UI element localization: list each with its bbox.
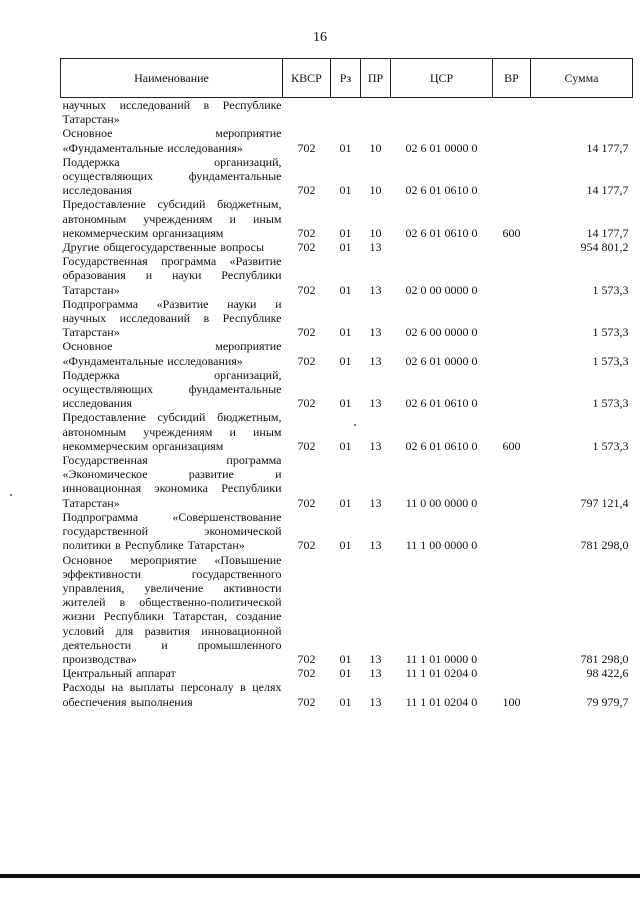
cell-vr: 600 [502, 225, 521, 240]
table-row [61, 98, 633, 127]
cell-csr: 02 6 01 0000 0 [405, 353, 478, 368]
cell-rz [331, 98, 361, 127]
cell-csr: 11 1 01 0204 0 [405, 666, 478, 681]
cell-rz: 01 [339, 694, 352, 709]
cell-name: Предоставление субсидий бюджетным, автономным учреждениям и иным некоммерческим организациям [62, 410, 282, 453]
cell-csr: 11 1 01 0000 0 [405, 651, 478, 666]
cell-pr: 13 [369, 694, 382, 709]
cell-vr [493, 453, 531, 510]
cell-vr [493, 240, 531, 254]
cell-rz: 01 [339, 325, 352, 340]
header-name: Наименование [61, 59, 283, 98]
cell-name: Подпрограмма «Развитие науки и научных исследований в Республике Татарстан» [62, 296, 282, 340]
cell-rz: 01 [339, 183, 352, 198]
cell-rz: 01 [339, 140, 352, 155]
margin-mark [10, 494, 12, 496]
header-pr: ПР [361, 59, 391, 98]
cell-pr: 10 [369, 140, 382, 155]
cell-name: Основное мероприятие «Фундаментальные исследования» [62, 339, 282, 368]
cell-sum: 1 573,3 [592, 325, 629, 340]
table-row [61, 553, 633, 667]
cell-pr: 13 [369, 495, 382, 510]
cell-csr: 02 6 00 0000 0 [405, 325, 478, 340]
cell-name: Предоставление субсидий бюджетным, автономным учреждениям и иным некоммерческим организациям [62, 197, 282, 240]
table-row [61, 666, 633, 680]
cell-sum: 781 298,0 [580, 538, 629, 553]
table-row [61, 339, 633, 367]
cell-vr [493, 297, 531, 340]
cell-name: Государственная программа «Экономическое развитие и инновационная экономика Республики Татарстан» [62, 453, 282, 510]
cell-kvsr: 702 [297, 282, 316, 297]
cell-csr: 11 1 01 0204 0 [405, 694, 478, 709]
cell-rz: 01 [339, 240, 352, 255]
cell-sum [531, 98, 633, 127]
cell-pr [361, 98, 391, 127]
cell-vr [493, 553, 531, 667]
cell-rz: 01 [339, 495, 352, 510]
cell-name: научных исследований в Республике Татарстан» [62, 98, 282, 127]
cell-csr [391, 240, 493, 254]
cell-sum: 1 573,3 [592, 282, 629, 297]
cell-rz: 01 [339, 282, 352, 297]
table-row [61, 680, 633, 708]
cell-kvsr: 702 [297, 651, 316, 666]
cell-sum: 14 177,7 [586, 140, 629, 155]
cell-sum: 797 121,4 [580, 495, 629, 510]
cell-csr: 11 1 00 0000 0 [405, 538, 478, 553]
header-sum: Сумма [531, 59, 633, 98]
cell-vr [493, 254, 531, 297]
header-rz: Рз [331, 59, 361, 98]
cell-name: Другие общегосударственные вопросы [62, 240, 265, 255]
cell-pr: 13 [369, 353, 382, 368]
cell-sum: 1 573,3 [592, 353, 629, 368]
cell-vr: 100 [502, 694, 521, 709]
cell-name: Подпрограмма «Совершенствование государственной экономической политики в Республике Татарстан» [62, 509, 282, 553]
cell-name: Государственная программа «Развитие образования и науки Республики Татарстан» [62, 254, 282, 297]
cell-rz: 01 [339, 353, 352, 368]
cell-rz: 01 [339, 538, 352, 553]
cell-sum: 1 573,3 [592, 438, 629, 453]
cell-csr: 02 6 01 0610 0 [405, 225, 478, 240]
cell-kvsr: 702 [297, 183, 316, 198]
cell-kvsr: 702 [297, 438, 316, 453]
cell-kvsr: 702 [297, 538, 316, 553]
cell-rz: 01 [339, 666, 352, 681]
table-row [61, 254, 633, 297]
table-row [61, 197, 633, 240]
cell-pr: 13 [369, 282, 382, 297]
table-row [61, 410, 633, 453]
cell-csr: 02 6 01 0610 0 [405, 183, 478, 198]
cell-vr [493, 126, 531, 154]
cell-pr: 13 [369, 240, 382, 255]
budget-table [60, 58, 633, 709]
cell-csr: 02 6 01 0000 0 [405, 140, 478, 155]
cell-kvsr: 702 [297, 694, 316, 709]
cell-kvsr: 702 [297, 225, 316, 240]
cell-pr: 13 [369, 666, 382, 681]
cell-kvsr: 702 [297, 495, 316, 510]
cell-csr: 02 0 00 0000 0 [405, 282, 478, 297]
cell-name: Поддержка организаций, осуществляющих фундаментальные исследования [62, 154, 282, 198]
cell-vr [493, 155, 531, 198]
table-row [61, 453, 633, 510]
cell-csr [391, 98, 493, 127]
cell-vr [493, 368, 531, 411]
cell-kvsr: 702 [297, 240, 316, 255]
table-header-row [61, 59, 633, 98]
cell-name: Поддержка организаций, осуществляющих фундаментальные исследования [62, 367, 282, 411]
cell-sum: 954 801,2 [580, 240, 629, 255]
cell-vr [493, 666, 531, 680]
cell-pr: 10 [369, 225, 382, 240]
cell-pr: 13 [369, 325, 382, 340]
cell-pr: 13 [369, 651, 382, 666]
cell-vr: 600 [502, 438, 521, 453]
margin-mark [354, 424, 356, 426]
cell-csr: 02 6 01 0610 0 [405, 438, 478, 453]
header-csr: ЦСР [391, 59, 493, 98]
table-row [61, 368, 633, 411]
cell-rz: 01 [339, 396, 352, 411]
table-row [61, 240, 633, 254]
cell-sum: 14 177,7 [586, 225, 629, 240]
cell-sum: 781 298,0 [580, 651, 629, 666]
cell-pr: 10 [369, 183, 382, 198]
cell-sum: 98 422,6 [586, 666, 629, 681]
cell-rz: 01 [339, 225, 352, 240]
header-kvsr: КВСР [283, 59, 331, 98]
header-vr: ВР [493, 59, 531, 98]
cell-name: Основное мероприятие «Повышение эффективности государственного управления, увеличение активности жителей в общественно-политической жизни Республики Татарстан, создание условий для развития инновационной деятельности и промышленного производства» [62, 552, 282, 666]
cell-kvsr [283, 98, 331, 127]
cell-kvsr: 702 [297, 396, 316, 411]
cell-kvsr: 702 [297, 666, 316, 681]
cell-pr: 13 [369, 438, 382, 453]
cell-sum: 79 979,7 [586, 694, 629, 709]
page-bottom-edge [0, 874, 640, 878]
cell-kvsr: 702 [297, 325, 316, 340]
cell-vr [493, 339, 531, 367]
cell-sum: 14 177,7 [586, 183, 629, 198]
table-row [61, 155, 633, 198]
cell-name: Центральный аппарат [62, 666, 176, 681]
page-number: 16 [313, 30, 327, 45]
cell-rz: 01 [339, 651, 352, 666]
cell-sum: 1 573,3 [592, 396, 629, 411]
table-row [61, 510, 633, 553]
cell-vr [493, 98, 531, 127]
cell-kvsr: 702 [297, 353, 316, 368]
table-row [61, 297, 633, 340]
cell-vr [493, 510, 531, 553]
cell-pr: 13 [369, 396, 382, 411]
table-row [61, 126, 633, 154]
cell-name: Расходы на выплаты персоналу в целях обеспечения выполнения [62, 680, 282, 709]
cell-csr: 02 6 01 0610 0 [405, 396, 478, 411]
cell-rz: 01 [339, 438, 352, 453]
cell-name: Основное мероприятие «Фундаментальные исследования» [62, 126, 282, 155]
cell-pr: 13 [369, 538, 382, 553]
cell-csr: 11 0 00 0000 0 [405, 495, 478, 510]
cell-kvsr: 702 [297, 140, 316, 155]
